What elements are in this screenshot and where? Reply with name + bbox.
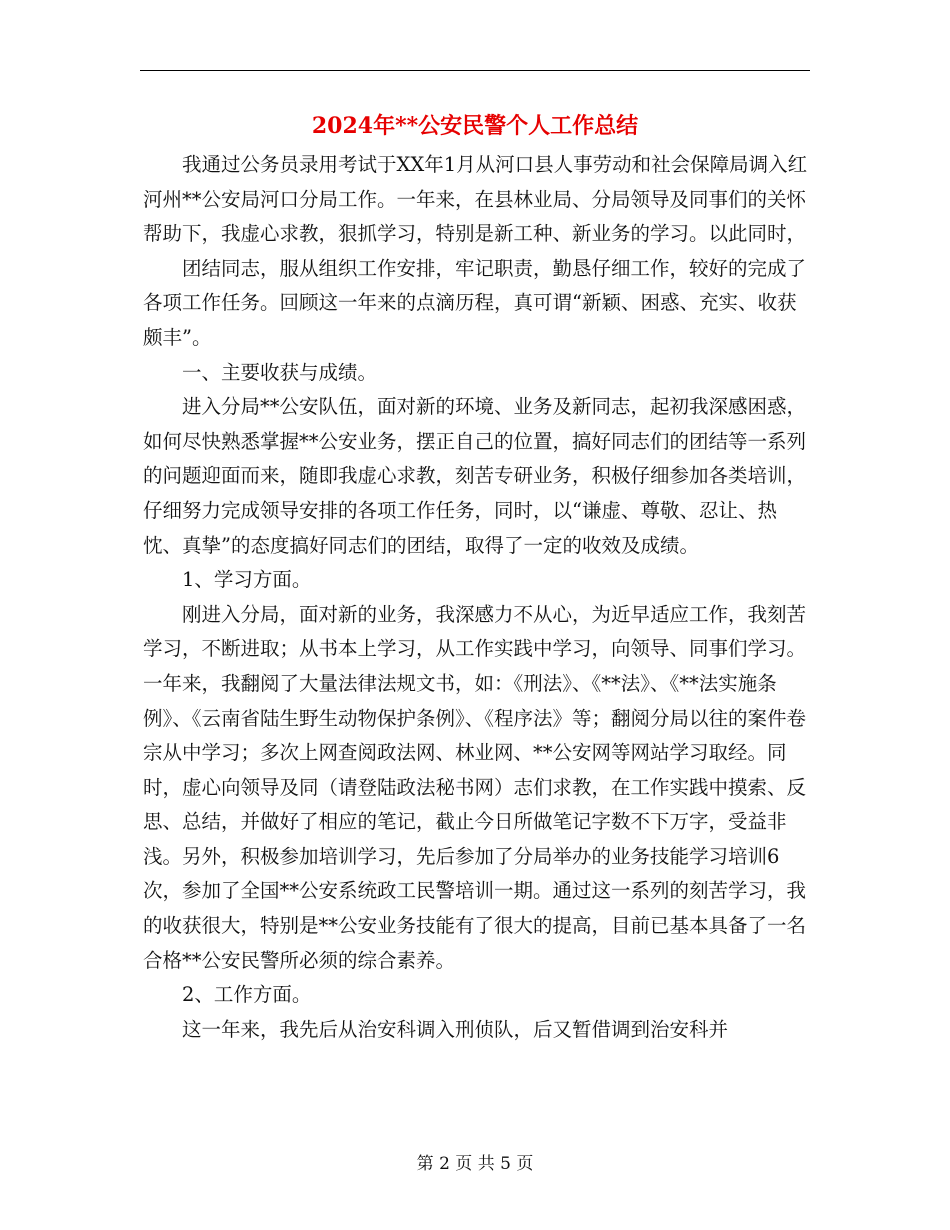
paragraph: 进入分局**公安队伍，面对新的环境、业务及新同志，起初我深感困惑，如何尽快熟悉掌握**公安业务，摆正自己的位置，搞好同志们的团结等一系列的问题迎面而来，随即我虚心求教，刻苦专研业务，积极仔细参加各类培训，仔细努力完成领导安排的各项工作任务，同时，以“谦虚、尊敬、忍让、热忱、真挚”的态度搞好同志们的团结，取得了一定的收效及成绩。 (143, 395, 807, 557)
document-title: 2024年**公安民警个人工作总结 (311, 113, 639, 139)
paragraph: 团结同志，服从组织工作安排，牢记职责，勤恳仔细工作，较好的完成了各项工作任务。回顾这一年来的点滴历程，真可谓“新颖、困惑、充实、收获颇丰”。 (143, 256, 807, 349)
subsection-heading: 1、学习方面。 (182, 568, 312, 592)
paragraph: 这一年来，我先后从治安科调入刑侦队，后又暂借调到治安科并 (182, 1017, 729, 1041)
section-heading: 一、主要收获与成绩。 (182, 360, 378, 384)
page-number-footer: 第 2 页 共 5 页 (416, 1154, 534, 1174)
paragraph: 刚进入分局，面对新的业务，我深感力不从心，为近早适应工作，我刻苦学习，不断进取；从书本上学习，从工作实践中学习，向领导、同事们学习。一年来，我翻阅了大量法律法规文书，如：《刑法》、《**法》、《**法实施条例》、《云南省陆生野生动物保护条例》、《程序法》等；翻阅分局以往的案件卷宗从中学习；多次上网查阅政法网、林业网、**公安网等网站学习取经。同时，虚心向领导及同（请登陆政法秘书网）志们求教，在工作实践中摸索、反思、总结，并做好了相应的笔记，截止今日所做笔记字数不下万字，受益非浅。另外，积极参加培训学习，先后参加了分局举办的业务技能学习培训6次，参加了全国**公安系统政工民警培训一期。通过这一系列的刻苦学习，我的收获很大，特别是**公安业务技能有了很大的提高，目前已基本具备了一名合格**公安民警所必须的综合素养。 (143, 602, 807, 972)
header-rule (140, 70, 810, 71)
paragraph: 我通过公务员录用考试于XX年1月从河口县人事劳动和社会保障局调入红河州**公安局河口分局工作。一年来，在县林业局、分局领导及同事们的关怀帮助下，我虚心求教，狠抓学习，特别是新工种、新业务的学习。以此同时， (143, 153, 808, 246)
document-body (143, 148, 815, 1047)
subsection-heading: 2、工作方面。 (182, 983, 312, 1007)
